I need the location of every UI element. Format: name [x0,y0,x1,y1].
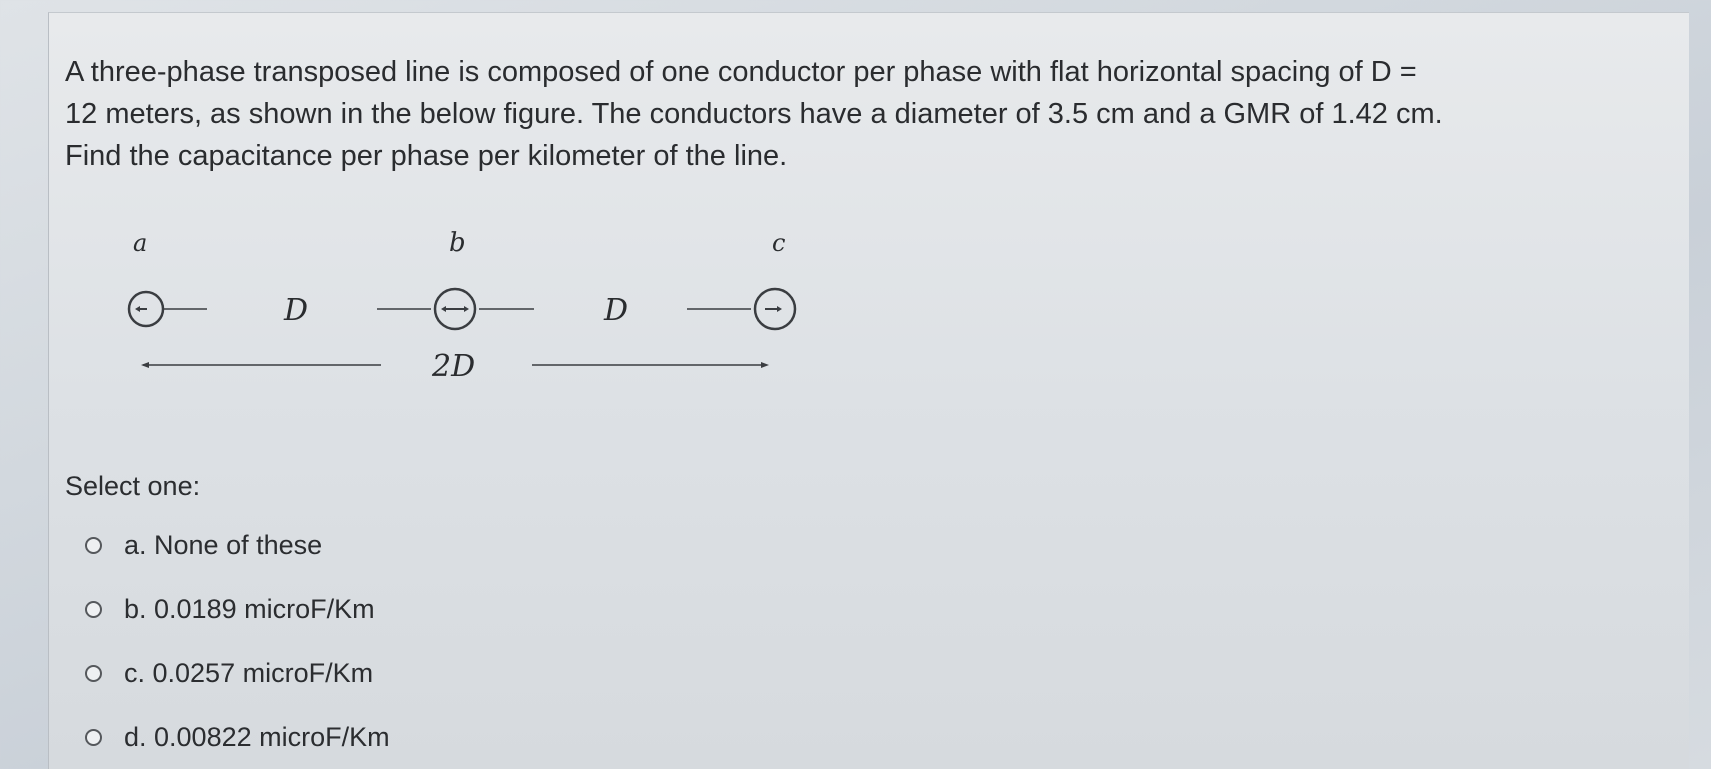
label-spacing-ab: D [284,293,309,328]
label-spacing-bc: D [604,293,629,328]
label-conductor-b: b [449,228,466,258]
question-line-3: Find the capacitance per phase per kilometer of the line. [65,140,788,172]
label-conductor-c: c [772,229,786,257]
conductor-spacing-figure [89,221,889,411]
option-b[interactable] [85,577,390,641]
option-d-label[interactable]: d. 0.00822 microF/Km [124,721,390,752]
label-conductor-a: a [133,229,148,257]
conductor-a [129,292,163,326]
radio-option-d[interactable] [85,729,102,746]
radio-option-a[interactable] [85,537,102,554]
figure-svg [89,221,889,411]
radio-option-c[interactable] [85,665,102,682]
option-b-label[interactable]: b. 0.0189 microF/Km [124,593,375,624]
question-line-1: A three-phase transposed line is composed of one conductor per phase with flat horizontal spacing of D = [65,56,1417,88]
question-text [65,51,1665,177]
option-a[interactable] [85,513,390,577]
conductor-c [755,289,795,329]
answer-options [85,513,390,769]
option-d[interactable] [85,705,390,769]
option-c-label[interactable]: c. 0.0257 microF/Km [124,657,374,688]
select-one-prompt: Select one: [65,471,201,501]
label-total-spacing: 2D [432,349,476,384]
option-c[interactable] [85,641,390,705]
conductor-b [435,289,475,329]
radio-option-b[interactable] [85,601,102,618]
option-a-label[interactable]: a. None of these [124,529,323,560]
question-line-2: 12 meters, as shown in the below figure. The conductors have a diameter of 3.5 cm and a GMR of 1.42 cm. [65,98,1443,130]
question-card [48,12,1689,769]
